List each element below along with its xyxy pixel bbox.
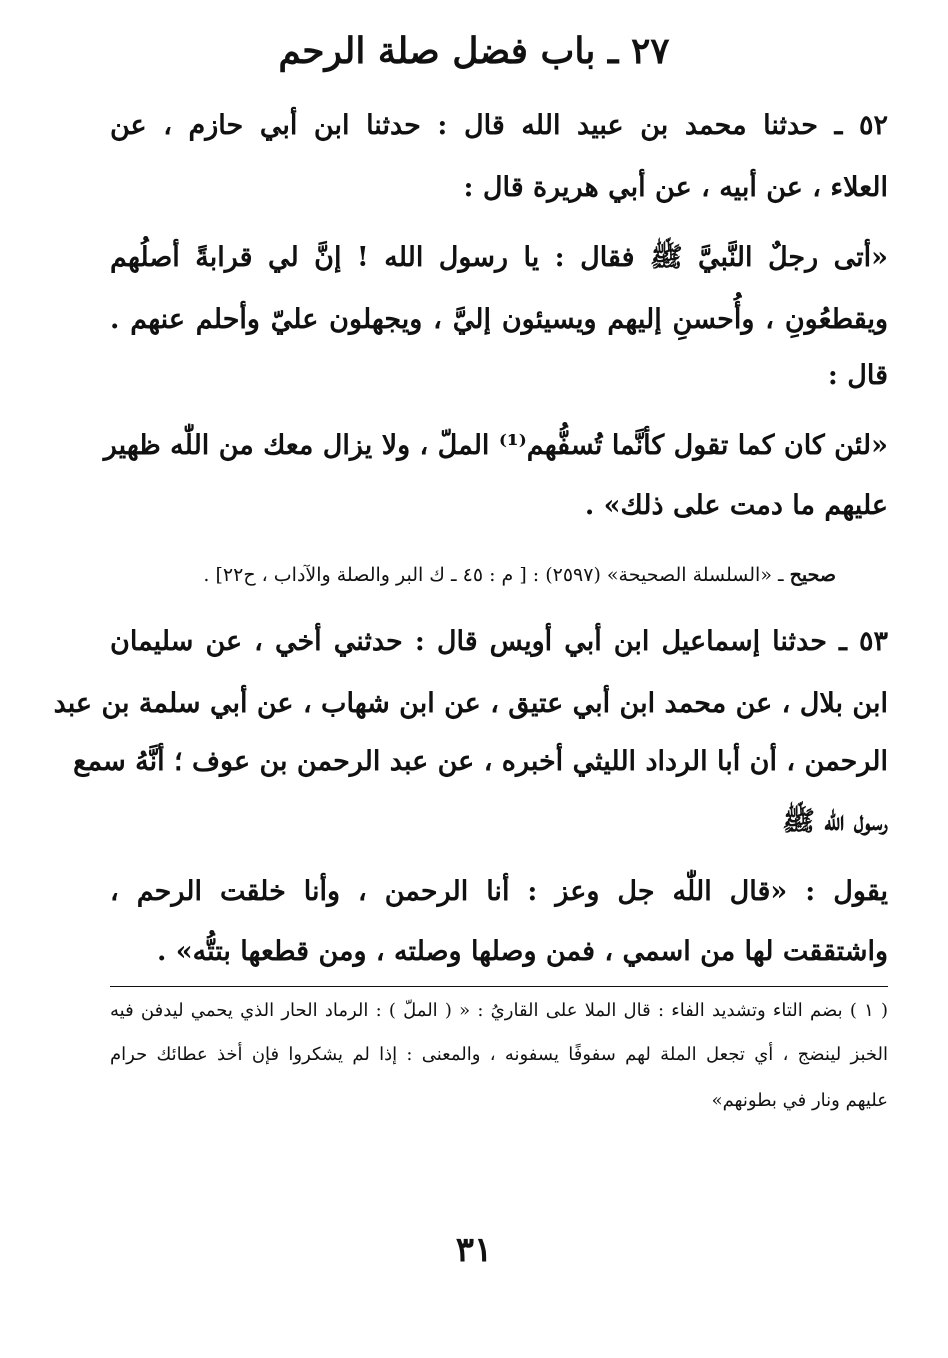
- hadith-52-matn-line-3: قال :: [827, 360, 888, 391]
- footnote-divider: [110, 986, 888, 987]
- hadith-53-line-2: ابن بلال ، عن محمد ابن أبي عتيق ، عن ابن شهاب ، عن أبي سلمة بن عبد: [53, 688, 888, 719]
- hadith-52-matn-line-2: ويقطعُونِ ، وأُحسنِ إليهم ويسيئون إليَّ ، ويجهلون عليّ وأحلم عنهم .: [110, 304, 888, 335]
- footnote-line-3: عليهم ونار في بطونهم»: [711, 1090, 888, 1111]
- footnote-line-2: الخبز لينضج ، أي تجعل الملة لهم سفوفًا يسفونه ، والمعنى : إذا لم يشكروا فإن أخذ عطائك حرام: [110, 1044, 888, 1065]
- hadith-52-isnad-line-2: العلاء ، عن أبيه ، عن أبي هريرة قال :: [463, 172, 888, 203]
- hadith-53-line-3: الرحمن ، أن أبا الرداد الليثي أخبره ، عن عبد الرحمن بن عوف ؛ أنَّهُ سمع: [73, 746, 888, 777]
- hadith-53-line-4: رسول اللّٰه ﷺ: [782, 806, 888, 837]
- authenticity-verdict: [203, 559, 836, 591]
- hadith-53-matn-line-2: واشتققت لها من اسمي ، فمن وصلها وصلته ، ومن قطعها بتتُّه» .: [156, 936, 888, 967]
- chapter-title: ٢٧ ـ باب فضل صلة الرحم: [278, 30, 670, 72]
- hadith-52-reply-line-1: «لئن كان كما تقول كأنَّما تُسفُّهم⁽¹⁾ الملّ ، ولا يزال معك من اللّٰه ظهير: [103, 430, 888, 461]
- page-number: ٣١: [455, 1230, 493, 1270]
- hadith-53-line-1: ٥٣ ـ حدثنا إسماعيل ابن أبي أويس قال : حدثني أخي ، عن سليمان: [110, 626, 888, 657]
- hadith-53-matn-line-1: يقول : «قال اللّٰه جل وعز : أنا الرحمن ، وأنا خلقت الرحم ،: [110, 876, 888, 907]
- hadith-52-isnad-line-1: ٥٢ ـ حدثنا محمد بن عبيد الله قال : حدثنا ابن أبي حازم ، عن: [110, 110, 888, 141]
- verdict-reference: ـ «السلسلة الصحيحة» (٢٥٩٧) : [ م : ٤٥ ـ ك البر والصلة والآداب ، ح٢٢] .: [203, 564, 790, 586]
- hadith-52-reply-line-2: عليهم ما دمت على ذلك» .: [584, 490, 888, 521]
- verdict-label: صحيح: [789, 564, 836, 586]
- footnote-line-1: ( ١ ) بضم التاء وتشديد الفاء : قال الملا على القاريُ : « ( الملّ ) : الرماد الحار الذي يحمي ليدفن فيه: [110, 1000, 888, 1021]
- hadith-52-matn-line-1: «أتى رجلٌ النَّبيَّ ﷺ فقال : يا رسول الله ! إنَّ لي قرابةً أصلُهم: [110, 242, 888, 273]
